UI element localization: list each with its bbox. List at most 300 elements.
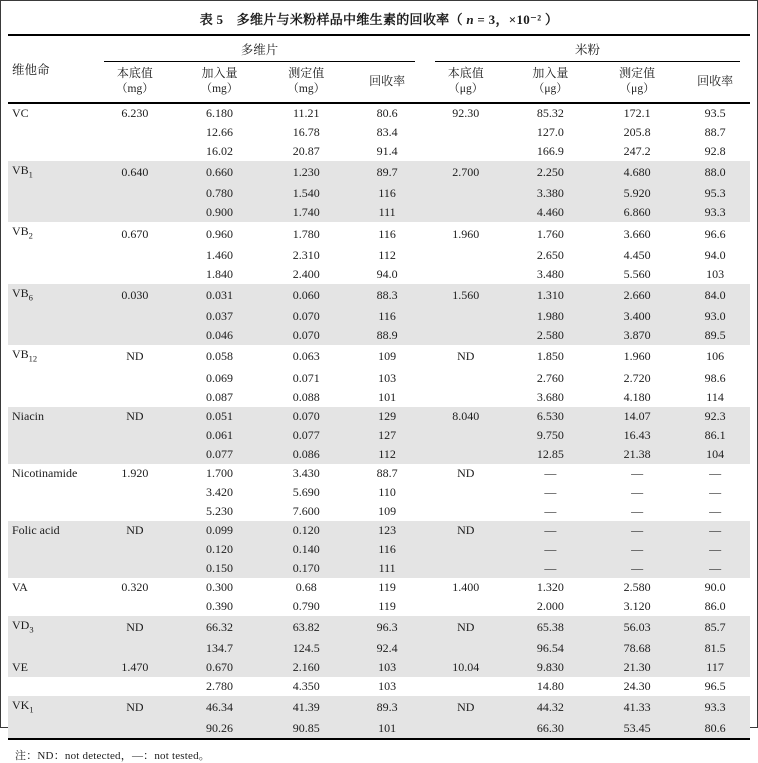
table-row — [8, 388, 750, 407]
tablet-base-value — [94, 203, 176, 222]
table-row — [8, 161, 750, 184]
vitamin-name: Folic acid — [12, 522, 60, 537]
table-row — [8, 265, 750, 284]
rice-measured-value: 4.680 — [623, 165, 651, 180]
rice-base-value — [425, 203, 507, 222]
vitamin-name — [8, 265, 94, 284]
tablet-base-value — [94, 246, 176, 265]
tablet-base-value — [94, 445, 176, 464]
vitamin-name: $VD_3$ — [12, 617, 34, 634]
table-row — [8, 142, 750, 161]
rice-added-value: 3.480 — [536, 266, 564, 281]
tablet-recovery-value: 111 — [378, 560, 396, 575]
tablet-base-value: 1.470 — [121, 659, 149, 674]
tablet-base-value — [94, 369, 176, 388]
tablet-measured-value: 16.78 — [292, 125, 320, 139]
tablet-recovery-value: 103 — [378, 659, 397, 674]
vitamin-name — [8, 184, 94, 203]
vitamin-column-header: 维他命 — [8, 35, 94, 103]
vitamin-name — [8, 597, 94, 616]
rice-added-value: 2.000 — [536, 598, 564, 613]
vitamin-name: $VB_2$ — [12, 224, 33, 241]
tablet-base-value: 0.320 — [121, 579, 149, 594]
tablet-base-value — [94, 265, 176, 284]
table-row — [8, 426, 750, 445]
tablet-measured-value: 0.170 — [292, 560, 320, 575]
rice-measured-value: — — [631, 522, 644, 537]
rice-base-value — [425, 142, 507, 161]
rice-measured-value: 3.400 — [623, 309, 651, 324]
tablet-base-value — [94, 639, 176, 658]
tablet-base-value: ND — [126, 349, 144, 364]
tablet-added-value: 0.670 — [205, 659, 233, 674]
rice-recovery-value: 93.3 — [704, 700, 726, 715]
rice-recovery-value: — — [709, 465, 722, 480]
vitamin-name: Nicotinamide — [12, 465, 78, 480]
tablet-measured-value: 0.070 — [292, 408, 320, 423]
rice-recovery-value: 104 — [706, 446, 725, 461]
rice-added-value: 65.38 — [536, 619, 564, 634]
rice-added-value: 2.580 — [536, 328, 564, 343]
tablet-added-value: 0.077 — [205, 446, 233, 461]
rice-recovery-value: 114 — [706, 389, 724, 404]
tablet-recovery-value: 101 — [378, 721, 397, 736]
rice-added-value: 3.680 — [536, 389, 564, 404]
table-row — [8, 203, 750, 222]
tablet-base-value: 0.640 — [121, 165, 149, 180]
tablet-base-value: ND — [126, 522, 144, 537]
rice-measured-value: 247.2 — [623, 144, 651, 158]
table-row — [8, 464, 750, 483]
rice-recovery-value: 88.7 — [704, 125, 726, 139]
vitamin-name: $VK_1$ — [12, 697, 34, 715]
tablet-recovery-value: 94.0 — [376, 266, 398, 281]
tablet-measured-value: 0.120 — [292, 522, 320, 537]
vitamin-name — [8, 426, 94, 445]
tablet-base-value — [94, 426, 176, 445]
tablet-measured-value: 1.740 — [292, 205, 320, 220]
footnote-text: ND：not detected，—：not tested。 — [37, 750, 211, 763]
vitamin-name — [8, 719, 94, 739]
rice-added-value: 1.980 — [536, 309, 564, 324]
tablet-base-value — [94, 142, 176, 161]
tablet-recovery-value: 80.6 — [376, 106, 398, 120]
table-row — [8, 222, 750, 245]
rice-base-value — [425, 445, 507, 464]
column-header-tablet-3: 回收率 — [349, 62, 425, 103]
tablet-added-value: 0.900 — [205, 205, 233, 220]
vitamin-name — [8, 388, 94, 407]
tablet-added-value: 5.230 — [205, 503, 233, 518]
tablet-added-value: 0.780 — [205, 186, 233, 201]
rice-recovery-value: 93.0 — [704, 309, 726, 324]
rice-base-value — [425, 184, 507, 203]
tablet-added-value: 16.02 — [205, 144, 233, 158]
table-row — [8, 639, 750, 658]
tablet-base-value — [94, 677, 176, 696]
tablet-recovery-value: 123 — [378, 522, 397, 537]
rice-measured-value: — — [631, 465, 644, 480]
tablet-measured-value: 5.690 — [292, 484, 320, 499]
tablet-added-value: 0.069 — [205, 370, 233, 385]
tablet-added-value: 0.031 — [205, 287, 233, 302]
tablet-base-value — [94, 483, 176, 502]
tablet-measured-value: 1.230 — [292, 165, 320, 180]
rice-base-value: 92.30 — [452, 106, 480, 120]
table-caption-suffix: = 3，×10⁻² ） — [473, 12, 559, 27]
tablet-added-value: 6.180 — [205, 106, 233, 120]
rice-measured-value: — — [631, 484, 644, 499]
tablet-measured-value: 4.350 — [292, 678, 320, 693]
tablet-added-value: 0.058 — [205, 349, 233, 364]
table-row — [8, 719, 750, 739]
tablet-recovery-value: 103 — [378, 370, 397, 385]
rice-recovery-value: 88.0 — [704, 165, 726, 180]
table-caption — [8, 5, 750, 34]
table-row — [8, 578, 750, 597]
column-header-rice-1: 加入量 （μg） — [507, 62, 595, 103]
tablet-recovery-value: 129 — [378, 408, 397, 423]
rice-recovery-value: 92.3 — [704, 408, 726, 423]
vitamin-name: VA — [12, 579, 28, 594]
rice-added-value: 1.320 — [536, 579, 564, 594]
rice-recovery-value: 86.1 — [704, 427, 726, 442]
table-row — [8, 307, 750, 326]
vitamin-name — [8, 307, 94, 326]
table-row — [8, 345, 750, 368]
table-caption-prefix: 表 5 多维片与米粉样品中维生素的回收率（ — [199, 12, 467, 27]
tablet-recovery-value: 103 — [378, 678, 397, 693]
tablet-recovery-value: 116 — [378, 309, 396, 324]
table-row — [8, 483, 750, 502]
rice-measured-value: — — [631, 541, 644, 556]
tablet-base-value — [94, 123, 176, 142]
rice-base-value — [425, 123, 507, 142]
rice-added-value: — — [544, 484, 557, 499]
rice-measured-value: — — [631, 560, 644, 575]
tablet-measured-value: 0.070 — [292, 309, 320, 324]
rice-measured-value: 14.07 — [623, 408, 651, 423]
table-row — [8, 326, 750, 345]
table-row — [8, 369, 750, 388]
tablet-measured-value: 7.600 — [292, 503, 320, 518]
group-header-tablet — [94, 35, 425, 62]
tablet-added-value: 0.061 — [205, 427, 233, 442]
group-header-row — [8, 35, 750, 62]
rice-recovery-value: — — [709, 541, 722, 556]
tablet-base-value — [94, 559, 176, 578]
tablet-measured-value: 3.430 — [292, 465, 320, 480]
vitamin-name — [8, 326, 94, 345]
column-header-tablet-0: 本底值 （mg） — [94, 62, 176, 103]
tablet-measured-value: 0.070 — [292, 328, 320, 343]
column-header-tablet-1: 加入量 （mg） — [176, 62, 264, 103]
tablet-added-value: 2.780 — [205, 678, 233, 693]
tablet-measured-value: 0.088 — [292, 389, 320, 404]
tablet-recovery-value: 112 — [378, 247, 396, 262]
tablet-added-value: 1.700 — [205, 465, 233, 480]
rice-added-value: 2.250 — [536, 165, 564, 180]
tablet-measured-value: 0.140 — [292, 541, 320, 556]
rice-recovery-value: — — [709, 560, 722, 575]
tablet-base-value — [94, 502, 176, 521]
tablet-recovery-value: 101 — [378, 389, 397, 404]
tablet-added-value: 0.150 — [205, 560, 233, 575]
tablet-added-value: 0.099 — [205, 522, 233, 537]
rice-base-value — [425, 502, 507, 521]
rice-base-value — [425, 265, 507, 284]
rice-added-value: — — [544, 503, 557, 518]
rice-measured-value: 5.920 — [623, 186, 651, 201]
rice-measured-value: 4.450 — [623, 247, 651, 262]
rice-recovery-value: 94.0 — [704, 247, 726, 262]
tablet-added-value: 134.7 — [205, 640, 233, 655]
tablet-measured-value: 0.68 — [295, 579, 317, 594]
rice-added-value: — — [544, 560, 557, 575]
column-header-rice-2: 测定值 （μg） — [594, 62, 680, 103]
tablet-added-value: 90.26 — [205, 721, 233, 736]
rice-recovery-value: 84.0 — [704, 287, 726, 302]
rice-base-value: 2.700 — [452, 165, 480, 180]
rice-base-value: 1.560 — [452, 287, 480, 302]
rice-measured-value: 21.38 — [623, 446, 651, 461]
rice-recovery-value: — — [709, 484, 722, 499]
tablet-recovery-value: 89.3 — [376, 700, 398, 715]
table-row — [8, 559, 750, 578]
vitamin-name: Niacin — [12, 408, 44, 423]
table-row — [8, 407, 750, 426]
table-row — [8, 616, 750, 639]
tablet-recovery-value: 119 — [378, 579, 396, 594]
tablet-measured-value: 0.086 — [292, 446, 320, 461]
rice-added-value: 14.80 — [536, 678, 564, 693]
rice-measured-value: 16.43 — [623, 427, 651, 442]
vitamin-name: $VB_1$ — [12, 163, 33, 180]
vitamin-name — [8, 369, 94, 388]
rice-added-value: 6.530 — [536, 408, 564, 423]
column-header-rice-0: 本底值 （μg） — [425, 62, 507, 103]
group-header-tablet-label: 多维片 — [104, 39, 415, 62]
rice-measured-value: 21.30 — [623, 659, 651, 674]
table-row — [8, 284, 750, 307]
tablet-base-value — [94, 388, 176, 407]
rice-base-value — [425, 597, 507, 616]
rice-added-value: 66.30 — [536, 721, 564, 736]
tablet-added-value: 0.037 — [205, 309, 233, 324]
rice-base-value — [425, 677, 507, 696]
rice-added-value: 4.460 — [536, 205, 564, 220]
vitamin-name: VC — [12, 106, 29, 120]
tablet-added-value: 66.32 — [205, 619, 233, 634]
tablet-measured-value: 63.82 — [292, 619, 320, 634]
rice-base-value — [425, 483, 507, 502]
rice-base-value — [425, 307, 507, 326]
rice-measured-value: 78.68 — [623, 640, 651, 655]
rice-measured-value: 2.580 — [623, 579, 651, 594]
rice-measured-value: 172.1 — [623, 106, 651, 120]
rice-recovery-value: — — [709, 522, 722, 537]
rice-measured-value: — — [631, 503, 644, 518]
rice-added-value: 96.54 — [536, 640, 564, 655]
rice-added-value: — — [544, 522, 557, 537]
tablet-measured-value: 90.85 — [292, 721, 320, 736]
tablet-measured-value: 0.060 — [292, 287, 320, 302]
tablet-recovery-value: 88.9 — [376, 328, 398, 343]
tablet-added-value: 0.660 — [205, 165, 233, 180]
vitamin-name: $VB_{12}$ — [12, 347, 38, 364]
table-row — [8, 696, 750, 719]
rice-measured-value: 3.660 — [623, 226, 651, 241]
rice-recovery-value: 89.5 — [704, 328, 726, 343]
rice-base-value: 8.040 — [452, 408, 480, 423]
rice-recovery-value: 106 — [706, 349, 725, 364]
tablet-recovery-value: 96.3 — [376, 619, 398, 634]
rice-added-value: 127.0 — [536, 125, 564, 139]
tablet-added-value: 0.390 — [205, 598, 233, 613]
rice-recovery-value: 95.3 — [704, 186, 726, 201]
rice-base-value — [425, 426, 507, 445]
vitamin-name: VE — [12, 659, 28, 674]
rice-base-value — [425, 246, 507, 265]
tablet-base-value: ND — [126, 700, 144, 715]
rice-base-value: ND — [457, 349, 475, 364]
tablet-recovery-value: 127 — [378, 427, 397, 442]
tablet-added-value: 0.960 — [205, 226, 233, 241]
rice-base-value: ND — [457, 700, 475, 715]
rice-base-value — [425, 540, 507, 559]
tablet-added-value: 0.087 — [205, 389, 233, 404]
footnote-label: 注： — [15, 750, 38, 763]
rice-added-value: 85.32 — [536, 106, 564, 120]
rice-added-value: 1.850 — [536, 349, 564, 364]
vitamin-name — [8, 677, 94, 696]
rice-added-value: — — [544, 541, 557, 556]
recovery-table — [8, 34, 750, 740]
rice-added-value: 9.750 — [536, 427, 564, 442]
rice-added-value: 1.310 — [536, 287, 564, 302]
vitamin-name — [8, 203, 94, 222]
rice-base-value — [425, 639, 507, 658]
rice-base-value: 10.04 — [452, 659, 480, 674]
rice-added-value: 166.9 — [536, 144, 564, 158]
tablet-measured-value: 2.310 — [292, 247, 320, 262]
table-row — [8, 184, 750, 203]
tablet-recovery-value: 88.3 — [376, 287, 398, 302]
tablet-recovery-value: 116 — [378, 226, 396, 241]
rice-base-value — [425, 559, 507, 578]
rice-added-value: — — [544, 465, 557, 480]
tablet-base-value: 0.030 — [121, 287, 149, 302]
tablet-measured-value: 0.077 — [292, 427, 320, 442]
rice-recovery-value: 103 — [706, 266, 725, 281]
table-caption-n-symbol: n — [466, 12, 474, 27]
tablet-added-value: 3.420 — [205, 484, 233, 499]
tablet-base-value: ND — [126, 408, 144, 423]
tablet-measured-value: 41.39 — [292, 700, 320, 715]
tablet-base-value: 0.670 — [121, 226, 149, 241]
tablet-added-value: 46.34 — [205, 700, 233, 715]
table-row — [8, 597, 750, 616]
tablet-added-value: 0.300 — [205, 579, 233, 594]
rice-measured-value: 3.870 — [623, 328, 651, 343]
rice-added-value: 12.85 — [536, 446, 564, 461]
tablet-base-value — [94, 597, 176, 616]
rice-measured-value: 1.960 — [623, 349, 651, 364]
vitamin-name: $VB_6$ — [12, 285, 33, 303]
tablet-measured-value: 0.071 — [292, 370, 320, 385]
rice-recovery-value: 93.5 — [704, 106, 726, 120]
tablet-recovery-value: 92.4 — [376, 640, 398, 655]
table-footnote — [8, 740, 750, 763]
rice-base-value: ND — [457, 619, 475, 634]
tablet-recovery-value: 89.7 — [376, 165, 398, 180]
tablet-recovery-value: 91.4 — [376, 144, 398, 158]
tablet-recovery-value: 83.4 — [376, 125, 398, 139]
rice-base-value: ND — [457, 465, 475, 480]
rice-measured-value: 6.860 — [623, 205, 651, 220]
tablet-measured-value: 0.063 — [292, 349, 320, 364]
rice-added-value: 3.380 — [536, 186, 564, 201]
rice-measured-value: 2.660 — [623, 287, 651, 302]
tablet-base-value — [94, 184, 176, 203]
rice-recovery-value: 85.7 — [704, 619, 726, 634]
rice-recovery-value: 98.6 — [704, 370, 726, 385]
rice-recovery-value: 86.0 — [704, 598, 726, 613]
rice-recovery-value: 80.6 — [704, 721, 726, 736]
rice-measured-value: 5.560 — [623, 266, 651, 281]
rice-added-value: 1.760 — [536, 226, 564, 241]
table-row — [8, 540, 750, 559]
tablet-recovery-value: 116 — [378, 541, 396, 556]
vitamin-name — [8, 559, 94, 578]
table-row — [8, 658, 750, 677]
table-row — [8, 521, 750, 540]
tablet-recovery-value: 88.7 — [376, 465, 398, 480]
tablet-measured-value: 1.540 — [292, 186, 320, 201]
tablet-recovery-value: 109 — [378, 503, 397, 518]
tablet-base-value — [94, 326, 176, 345]
rice-added-value: 44.32 — [536, 700, 564, 715]
tablet-base-value: 1.920 — [121, 465, 149, 480]
tablet-recovery-value: 109 — [378, 349, 397, 364]
tablet-measured-value: 11.21 — [292, 106, 320, 120]
tablet-measured-value: 124.5 — [292, 640, 320, 655]
tablet-base-value — [94, 719, 176, 739]
vitamin-name — [8, 246, 94, 265]
tablet-added-value: 0.051 — [205, 408, 233, 423]
table-row — [8, 677, 750, 696]
rice-base-value: 1.960 — [452, 226, 480, 241]
vitamin-name — [8, 639, 94, 658]
column-header-tablet-2: 测定值 （mg） — [263, 62, 349, 103]
table-row — [8, 445, 750, 464]
rice-added-value: 2.650 — [536, 247, 564, 262]
table-row — [8, 502, 750, 521]
rice-base-value — [425, 388, 507, 407]
tablet-measured-value: 20.87 — [292, 144, 320, 158]
rice-recovery-value: 90.0 — [704, 579, 726, 594]
rice-measured-value: 53.45 — [623, 721, 651, 736]
tablet-added-value: 1.840 — [205, 266, 233, 281]
rice-base-value: ND — [457, 522, 475, 537]
table-row — [8, 103, 750, 123]
rice-recovery-value: 81.5 — [704, 640, 726, 655]
tablet-measured-value: 1.780 — [292, 226, 320, 241]
vitamin-name — [8, 445, 94, 464]
tablet-base-value — [94, 540, 176, 559]
tablet-recovery-value: 116 — [378, 186, 396, 201]
rice-base-value: 1.400 — [452, 579, 480, 594]
